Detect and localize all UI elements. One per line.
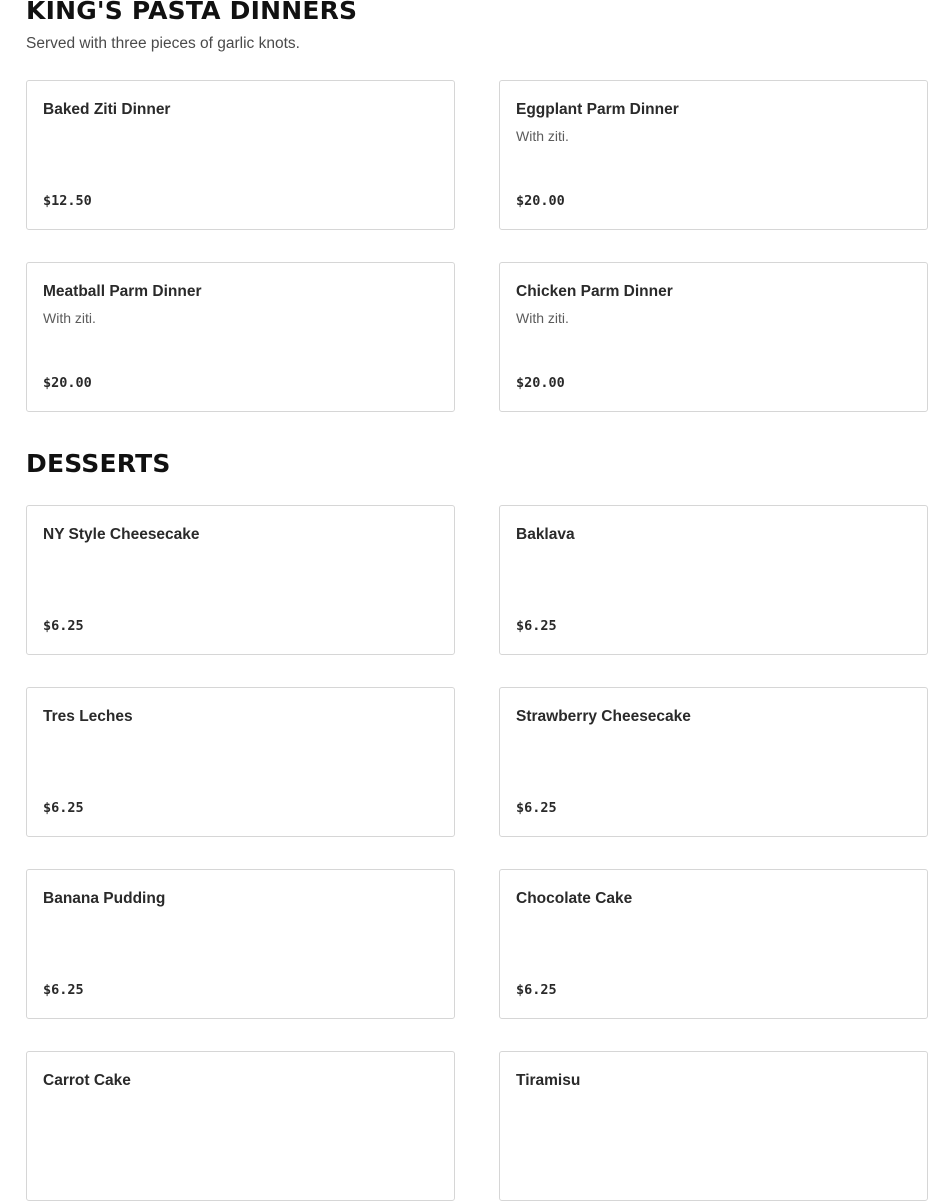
item-name: Eggplant Parm Dinner (516, 101, 679, 118)
item-name: Meatball Parm Dinner (43, 283, 202, 300)
item-description: With ziti. (43, 310, 96, 326)
menu-item-card-strawberry-cheesecake[interactable] (499, 687, 928, 837)
item-price: $20.00 (516, 193, 565, 209)
item-description: With ziti. (516, 128, 569, 144)
menu-item-card-meatball-parm-dinner[interactable] (26, 262, 455, 412)
menu-item-card-chocolate-cake[interactable] (499, 869, 928, 1019)
item-name: Carrot Cake (43, 1072, 131, 1089)
section-description: Served with three pieces of garlic knots. (26, 35, 300, 52)
item-name: Chicken Parm Dinner (516, 283, 673, 300)
menu-page (26, 0, 928, 1201)
section-desserts (26, 445, 928, 1201)
item-name: Baklava (516, 526, 575, 543)
menu-item-grid (26, 505, 928, 1201)
item-name: NY Style Cheesecake (43, 526, 200, 543)
section-title: DESSERTS (26, 449, 171, 478)
item-price: $20.00 (516, 375, 565, 391)
menu-item-card-ny-style-cheesecake[interactable] (26, 505, 455, 655)
menu-item-card-tres-leches[interactable] (26, 687, 455, 837)
section-title: KING'S PASTA DINNERS (26, 0, 358, 25)
item-description: With ziti. (516, 310, 569, 326)
menu-item-grid (26, 80, 928, 412)
menu-item-card-tiramisu[interactable] (499, 1051, 928, 1201)
item-price: $6.25 (43, 800, 84, 816)
item-name: Banana Pudding (43, 890, 166, 907)
menu-item-card-carrot-cake[interactable] (26, 1051, 455, 1201)
item-name: Chocolate Cake (516, 890, 633, 907)
section-pasta-dinners (26, 0, 928, 412)
item-price: $12.50 (43, 193, 92, 209)
item-price: $6.25 (43, 618, 84, 634)
item-price: $20.00 (43, 375, 92, 391)
menu-item-card-chicken-parm-dinner[interactable] (499, 262, 928, 412)
item-name: Tiramisu (516, 1072, 581, 1089)
menu-item-card-eggplant-parm-dinner[interactable] (499, 80, 928, 230)
menu-item-card-baklava[interactable] (499, 505, 928, 655)
item-name: Tres Leches (43, 708, 133, 725)
item-price: $6.25 (516, 618, 557, 634)
menu-item-card-baked-ziti-dinner[interactable] (26, 80, 455, 230)
item-price: $6.25 (516, 800, 557, 816)
item-name: Strawberry Cheesecake (516, 708, 691, 725)
item-name: Baked Ziti Dinner (43, 101, 171, 118)
item-price: $6.25 (516, 982, 557, 998)
item-price: $6.25 (43, 982, 84, 998)
menu-item-card-banana-pudding[interactable] (26, 869, 455, 1019)
